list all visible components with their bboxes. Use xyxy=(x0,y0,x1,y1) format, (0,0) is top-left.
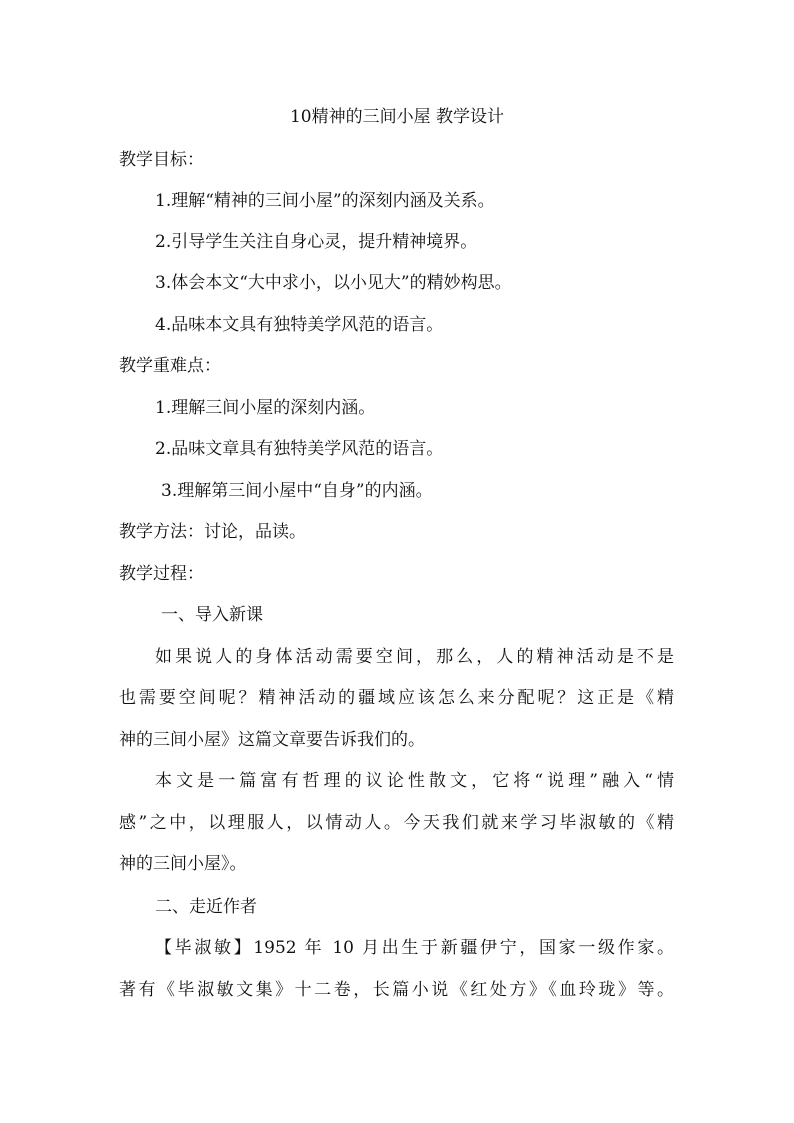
paragraph-line: 著有《毕淑敏文集》十二卷，长篇小说《红处方》《血玲珑》等。 xyxy=(119,980,674,1000)
document-title: 10精神的三间小屋 教学设计 xyxy=(289,107,505,127)
paragraph-line: 神的三间小屋》。 xyxy=(119,854,247,874)
goal-item: 3.体会本文“大中求小，以小见大”的精妙构思。 xyxy=(155,273,512,293)
paragraph-line: 如果说人的身体活动需要空间，那么，人的精神活动是不是 xyxy=(155,647,674,667)
goal-item: 2.引导学生关注自身心灵，提升精神境界。 xyxy=(155,232,478,252)
difficulty-item: 3.理解第三间小屋中“自身”的内涵。 xyxy=(161,481,433,501)
goals-heading: 教学目标： xyxy=(119,150,204,170)
difficulty-item: 2.品味文章具有独特美学风范的语言。 xyxy=(155,439,444,459)
paragraph-line: 也需要空间呢？精神活动的疆域应该怎么来分配呢？这正是《精 xyxy=(119,688,674,708)
section-heading: 一、导入新课 xyxy=(161,605,263,625)
difficulty-item: 1.理解三间小屋的深刻内涵。 xyxy=(155,398,376,418)
paragraph-line: 感”之中，以理服人，以情动人。今天我们就来学习毕淑敏的《精 xyxy=(119,813,674,833)
goal-item: 4.品味本文具有独特美学风范的语言。 xyxy=(155,315,444,335)
paragraph-line: 神的三间小屋》这篇文章要告诉我们的。 xyxy=(119,730,425,750)
teaching-method: 教学方法：讨论，品读。 xyxy=(119,522,306,542)
goal-item: 1.理解“精神的三间小屋”的深刻内涵及关系。 xyxy=(155,191,495,211)
paragraph-line: 本文是一篇富有哲理的议论性散文，它将“说理”融入“情 xyxy=(155,771,674,791)
section-heading: 二、走近作者 xyxy=(155,897,257,917)
difficulty-heading: 教学重难点： xyxy=(119,356,221,376)
process-heading: 教学过程： xyxy=(119,564,204,584)
paragraph-line: 【毕淑敏】1952 年 10 月出生于新疆伊宁，国家一级作家。 xyxy=(155,938,674,958)
